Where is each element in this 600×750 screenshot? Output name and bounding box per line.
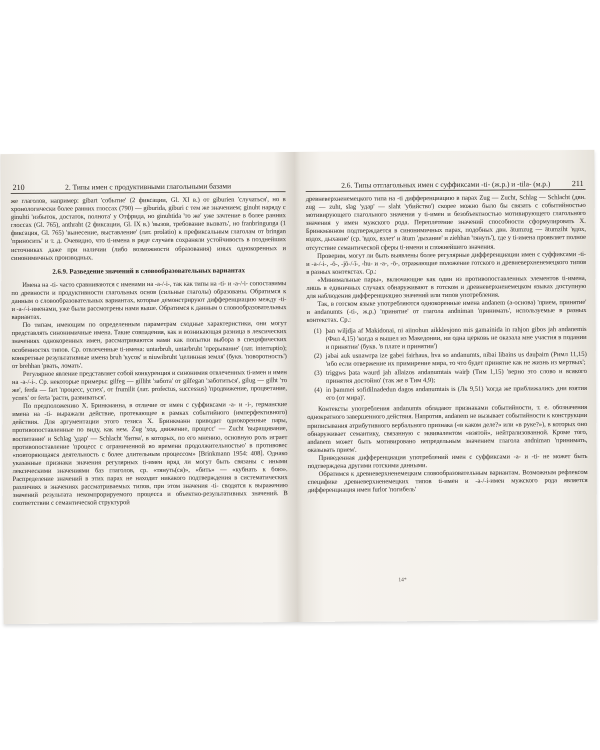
right-page-body: [306, 194, 588, 495]
left-page-number: 210: [12, 182, 25, 192]
paragraph: древневерхненемецкого типа на -ti дифференциацию в парах Zug — Zucht, Schlag — Schlacht (двн. zug — zuht, slag 'удар' — slaht 'убийство') скорее можно было бы связать с событийностью мотивирующего глагольного значения у ti-имен и безобъектностью мотивирующего глагольного значения у имен мужского рода. Переплетение значений способности сформулировать Х. Бринкманном подтверждается в синонимичных парах, подобных двн. ātumzug — ātumziht 'вдох, вздох, дыхание' (ср. 'вдох, взлет' и ātum 'дыхание' и ziehhan 'тянуть'), где у ti-имена проявляет полное отсутствие семантической сферы ti-имени и сложнейшего значения.: [305, 193, 586, 252]
example-text: triggws þata waurd jah allaizos andanumtais wairþ (Тим 1,15) 'верно это слово и всякого принятия достойно' (так же в Тим 4,9);: [325, 367, 587, 385]
paragraph: же глаголов, например: gibart 'событие' (2 фиксации, Gl. XI в.) от giburien 'случаться', но в хронологически более ранних глоссах (790) — giburida, giburi с тем же значением; ginuht наряду с ginuhti 'избыток, достаток, полнота' у Отфрида, но ginuhtida 'то же' уже зачтение в более ранних глоссах (Gl. 765), anthraht (2 фиксации, Gl. IX в.) 'вызов, требование вызвать', но franbringunga (1 фиксация, Gl. 765) 'вынесение, выставление' (лат. prolatio) к префиксальным глаголам от bringan 'приносить' и т. д. Очевидно, что ti-имена в ряде случаев сохраняли устойчивость в позднейших источниках даже при наличии (либо возможности образования) иных однокоренных и синонимичных производных.: [10, 196, 287, 262]
example-text: þan wiljdja af Makidonai, ni aiinohun aikklesjono mis gamainida in rahjon gibos jah andanemis (Фил 4,15) 'когда я вышел из Македонии, ни одна церковь не оказала мне участия в подании и принятии' (букв. 'в плате и принятии'): [325, 325, 587, 351]
example-list: [307, 325, 588, 403]
right-running-head-title: 2.6. Типы отглагольных имен с суффиксами -ti- (ж.р.) и -tila- (м.р.): [341, 179, 551, 190]
signature-mark: 14*: [398, 577, 407, 584]
example-item: [307, 368, 587, 386]
left-running-head-title: 2. Типы имен с продуктивными глагольными базами: [65, 181, 232, 192]
example-item: [307, 385, 587, 403]
example-number: (4): [314, 386, 323, 395]
paragraph: Имена на -ti- часто сравниваются с именами на -a-/-i-, так как типы на -ti- и -a-/-i- сопоставимы по древности и продуктивности глагольных основ (сильные глаголы) образованы. Обратимся к данным о словообразовательных вариантах, которые демонстрируют дифференциацию между -ti- и -a-/-i-именами, уже были рассмотрены нами выше. Обратимся к данным о словообразовательных вариантах.: [11, 279, 287, 322]
example-number: (3): [314, 369, 322, 377]
book-spread: [0, 150, 597, 624]
right-page-number: 211: [571, 179, 584, 189]
example-number: (1): [313, 327, 322, 335]
right-running-header: [305, 150, 585, 192]
paragraph: Приведенная дифференциация употреблений имен с суффиксами -a- и -ti- не может быть подтверждена другими готскими данными.: [307, 452, 588, 470]
paragraph: По предположению Х. Бринкманна, в отличие от имен с суффиксами -a- и -i-, германские имена на -ti- выражали действие, протекающее в рамках событийного (имперфективного) действия. Для аргументации этого тезиса Х. Бринкманн приводит однокоренные пары, противопоставленные по виду, как нем. Zug 'ход, движение, процесс' — Zucht 'выращивание, воспитание' и Schlag 'удар' — Schlacht 'битва', в которых, по его мнению, основную роль играет противопоставление 'процесс с ограниченной во времени продолжительностью' в противовес «повторяющаяся деятельность с более длительным процессом» [Brinkmann 1954: 408]. Однако указанные признаки значения регулярных ti-имен вряд ли могут быть связаны с иными лексическими значениями баз глаголов, ср. «тянуть(ся)», «бить» — «кубнать к бою». Распределение значений в этих парах не находит никакого подтверждения в систематических различиях в значениях рассматриваемых типов, при этом значения -ti- сводятся к выражению значений результата некомпрорируемого процесса и объектно-результативных значений. В соответствии с семантической структурой: [12, 401, 288, 508]
left-page-body: [11, 196, 288, 508]
paragraph: По типам, имеющим по определенным параметрам сходные характеристики, они могут представлять синонимичные имена. Такие совпадения, как и возникающая разница в лексических значениях однокоренных имен, рассматриваются нами как попытки выбора в специфических особенностях типов. Ср. отвлеченные ti-имена: untarbruh, untarbruht 'прерывание' (лат. interruptio); конкретные результативные имена bruh 'кусок' и niuwibruht 'целинная земля' (букв. 'поворотность') от brehhan 'рвать, ломать'.: [11, 320, 287, 370]
paragraph: Так, в готском языке употребляются однокоренные имена andanem (а-основа) 'прием, принятие' и andanumts (-ti-, ж.р.) 'принятие' от глагола andniman 'принимать', используемые в разных контекстах. Ср.:: [306, 299, 587, 325]
left-running-header: [10, 152, 285, 194]
example-text: jabai auk usnawrpa ize gabei fairhaus, hva so andanumts, nibai libains us dauþaim (Римл 11,15) 'ибо если отвержение их примирение мира, то что будет принятие как не жизнь из мертвых';: [325, 350, 587, 368]
left-page: [10, 152, 288, 624]
example-item: [307, 351, 587, 369]
section-heading: 2.6.9. Разведение значений в словообразовательных вариантах: [52, 267, 245, 276]
paragraph: Контексты употребления andanumts обладают признаками событийности, т. е. обозначения однократного завершенного действия. Напротив, andanem не вызывает событийности к конструкции приписывания атрибутивного вербального признака («в каком деле?» или «в руке?»), в которых оно обнаруживает семантику, связанную с эквивалентом «взятой», нейтрализованной. Кроме того, andanem может быть мотивировано непредельным значением глагола andniman 'принимать, оказывать прием'.: [307, 404, 588, 454]
example-item: [307, 325, 587, 351]
paragraph: «Минимальные пары», включающие как один из противопоставленных элементов ti-имена, лишь в единичных случаях обнаруживают в готском и древневерхненемецком языках доступную для наблюдения дифференциацию значений или типов употребления.: [306, 274, 587, 301]
paragraph: Регулярное явление представляет собой конкуренция и синонимия отвлеченных ti-имен и имен на -a-/-i-. Ср. некоторые примеры: gilfeg — gilliht 'забота' от gilfegan 'заботиться', gilug — gilht 'то же', ferda — fart 'процесс, успех', от frumilit (лат. profectus, successus) 'продвижение, процветание, успех' от ferta 'расти, развиваться'.: [11, 368, 288, 403]
example-text: in þammei sofidilnadedun dagos andanumtais is (Лк 9,51) 'когда же приближались дни взятия его (от мира)'.: [326, 385, 588, 403]
paragraph: Обратимся к древневерхненемецким словообразовательным вариантам. Возможным рефлексом специфике древневерхненемецких типов ti-имен и -a-/-i-имен мужского рода является дифференциация имен furlor 'погибель': [307, 469, 588, 495]
example-number: (2): [314, 352, 322, 360]
right-page: [305, 150, 588, 622]
paragraph: Проверим, могут ли быть выявлены более регулярные дифференциации имен с суффиксами -ti- и -a-/-i-, -ō-, -jō-/-ī-, -hu- и -a-, -ō-, отражающие положение готского и древневерхненемецкого типов в разных контекстах. Ср.:: [306, 250, 587, 276]
